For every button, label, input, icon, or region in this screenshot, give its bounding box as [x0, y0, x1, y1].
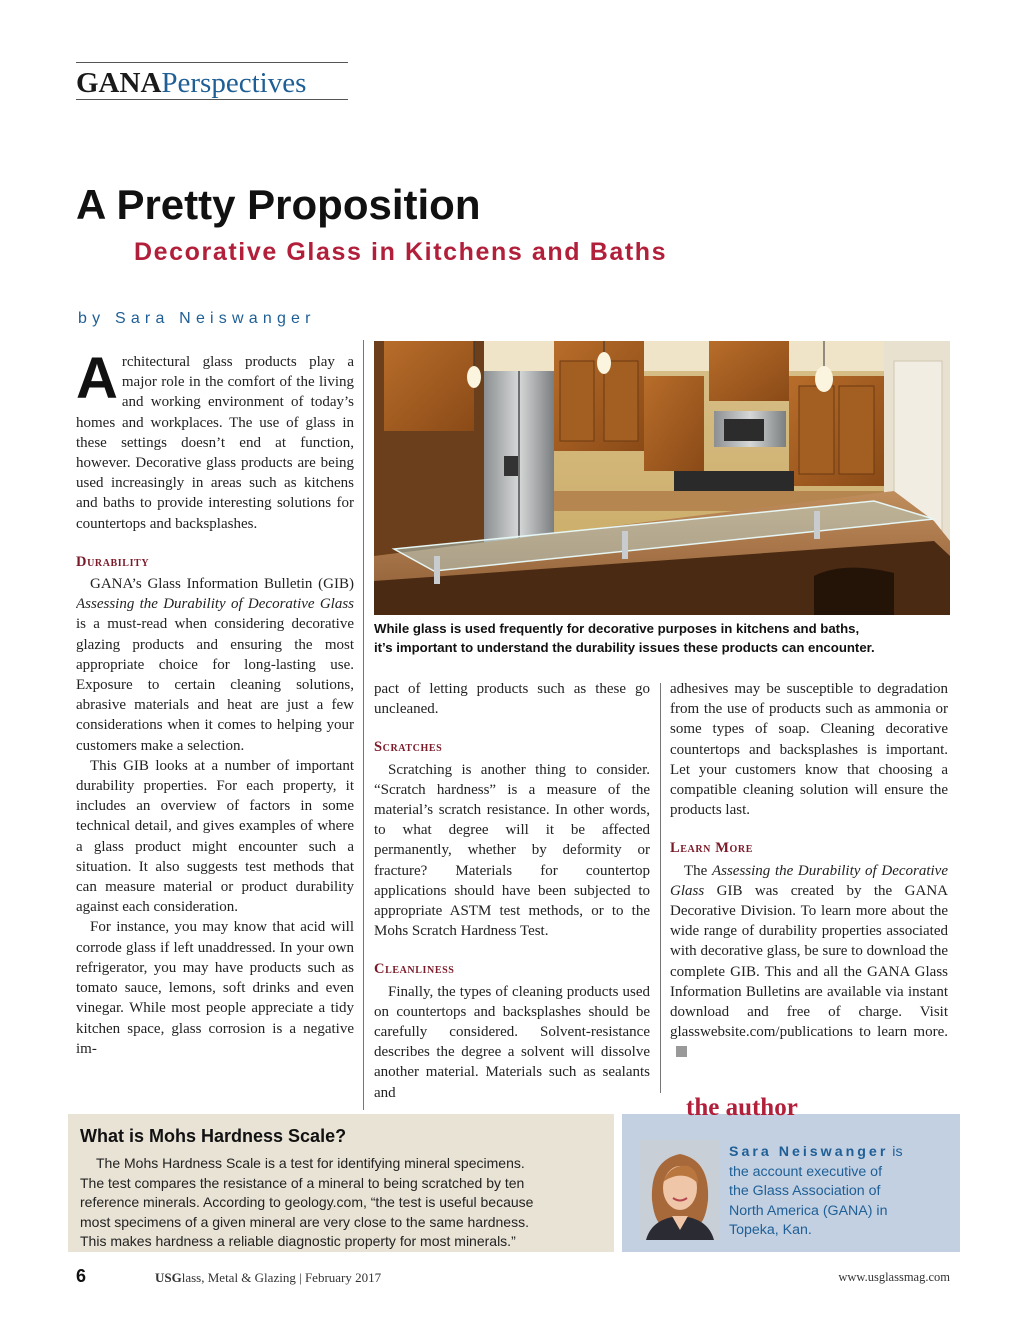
page-number: 6: [76, 1266, 87, 1286]
durability-paragraph-3: For instance, you may know that acid will corrode glass if left unaddressed. In your own refrigerator, you may have products such as tomato sauce, lemons, soft drinks and even vinegar. While most people appreciate a tidy kitchen space, glass corrosion is a negative im-: [76, 919, 354, 1057]
mohs-body: [80, 1154, 608, 1252]
author-bio-line: North America (GANA) in: [729, 1202, 888, 1219]
learn-more-paragraph: [670, 861, 948, 1063]
mohs-sidebar: [68, 1114, 614, 1252]
article-column-3: [670, 679, 948, 1079]
mohs-line: The Mohs Hardness Scale is a test for identifying mineral specimens.: [96, 1155, 525, 1171]
caption-line-1: While glass is used frequently for decorative purposes in kitchens and baths,: [374, 621, 860, 636]
drop-cap: A: [76, 352, 118, 411]
mohs-title: What is Mohs Hardness Scale?: [80, 1126, 347, 1146]
mohs-line: This makes hardness a reliable diagnostic property for most minerals.”: [80, 1233, 516, 1250]
section-brand: [76, 66, 306, 100]
footer-url[interactable]: www.usglassmag.com: [838, 1270, 950, 1284]
mohs-line: most specimens of a given mineral are very close to the same hardness.: [80, 1213, 529, 1230]
cleanliness-paragraph: [374, 982, 650, 1103]
durability-p1-end: is a must-read when considering decorative glazing products and ensuring the most appropriate choice for long-lasting use. Exposure to certain cleaning solutions, abrasive materials and heat are just a few considerations when it comes to helping your customers make a selection.: [76, 616, 354, 754]
photo-caption: [374, 619, 950, 657]
author-bio: [729, 1143, 955, 1241]
learn-gib-title: Assessing the Durability of Decorative Glass: [670, 862, 948, 899]
gib-title-italic: Assessing the Durability of Decorative Glass: [76, 596, 354, 613]
heading-scratches: Scratches: [374, 739, 443, 756]
brand-gana: GANA: [76, 67, 162, 99]
author-name: Sara Neiswanger: [729, 1144, 889, 1160]
article-title: A Pretty Proposition: [76, 181, 481, 228]
author-is: is: [888, 1144, 903, 1160]
publication-line: [155, 1270, 381, 1286]
pub-separator: |: [299, 1270, 302, 1285]
durability-continued: [374, 679, 650, 719]
caption-line-2: it’s important to understand the durability issues these products can encounter.: [374, 640, 875, 655]
column-divider-1: [363, 340, 364, 1110]
pub-usg: USG: [155, 1270, 182, 1285]
article-column-1: [76, 352, 354, 1104]
learn-start: The: [684, 862, 712, 879]
header-rule-bottom: [76, 99, 348, 100]
header-rule-top: [76, 62, 348, 63]
author-bio-first-line: [729, 1143, 955, 1163]
intro-text: rchitectural glass products play a major role in the comfort of the living and working environment of today’s homes and workplaces. The use of glass in these settings doesn’t end at function, however. Decorative glass products are being used increasingly in areas such as kitchens and baths to provide interesting solutions for countertops and backsplashes.: [76, 354, 354, 532]
mohs-line: reference minerals. According to geology.com, “the test is useful because: [80, 1194, 534, 1211]
column-divider-2: [660, 683, 661, 1093]
author-bio-line: the account executive of: [729, 1163, 883, 1180]
learn-end: GIB was created by the GANA Decorative Division. To learn more about the wide range of durability properties associated with decorative glass, be sure to download the complete GIB. This and all the GANA Glass Information Bulletins are available via instant download and free of charge. Visit glasswebsite.com/publications to learn more.: [670, 882, 948, 1041]
article-column-2: [374, 679, 650, 1109]
article-subtitle: Decorative Glass in Kitchens and Baths: [134, 238, 668, 266]
heading-durability: Durability: [76, 553, 150, 570]
scratches-paragraph: Scratching is another thing to consider. “Scratch hardness” is a measure of the material’s scratch resistance. In other words, to what degree will it be affected permanently, whether by deformity or fracture? Materials for countertop applications should have been subjected to appropriate ASTM test methods, or to the Mohs Scratch Hardness Test.: [374, 761, 650, 940]
kitchen-photo: [374, 341, 950, 615]
pub-issue: February 2017: [304, 1270, 382, 1285]
kitchen-illustration: [374, 341, 950, 615]
cleanliness-continued: [670, 679, 948, 820]
intro-paragraph: [76, 352, 354, 534]
author-bio-line: the Glass Association of: [729, 1183, 881, 1200]
durability-paragraph-2: This GIB looks at a number of important durability properties. For each property, it includes an overview of factors in some technical detail, and gives examples of where a glass product might encounter such a situation. It also suggests test methods that can measure material or product durability against each consideration.: [76, 757, 354, 916]
pub-name: lass, Metal & Glazing: [181, 1270, 296, 1285]
continued-text: pact of letting products such as these go uncleaned.: [374, 681, 650, 718]
end-mark-icon: [676, 1046, 687, 1057]
author-bio-line: Topeka, Kan.: [729, 1222, 812, 1239]
heading-cleanliness: Cleanliness: [374, 961, 455, 978]
brand-perspectives: Perspectives: [161, 67, 307, 99]
cleanliness-text: Finally, the types of cleaning products used on countertops and backsplashes should be carefully considered. Solvent-resistance describes the degree a solvent will dissolve another material. Materials such as sealants and: [374, 983, 650, 1101]
author-avatar: [640, 1140, 720, 1240]
heading-learn-more: Learn More: [670, 840, 753, 857]
author-heading: the author: [686, 1094, 798, 1121]
author-portrait: [640, 1140, 720, 1240]
durability-p1-start: GANA’s Glass Information Bulletin (GIB): [90, 576, 354, 593]
durability-paragraph-1: [76, 574, 354, 756]
mohs-line: The test compares the resistance of a mineral to being scratched by ten: [80, 1174, 525, 1191]
cleanliness-continued-text: adhesives may be susceptible to degradation from the use of products such as ammonia or some types of soap. Cleaning decorative countertops and backsplashes is important. Let your customers know that choosing a compatible cleaning solution will ensure the products last.: [670, 681, 948, 819]
article-byline: by Sara Neiswanger: [78, 310, 316, 327]
